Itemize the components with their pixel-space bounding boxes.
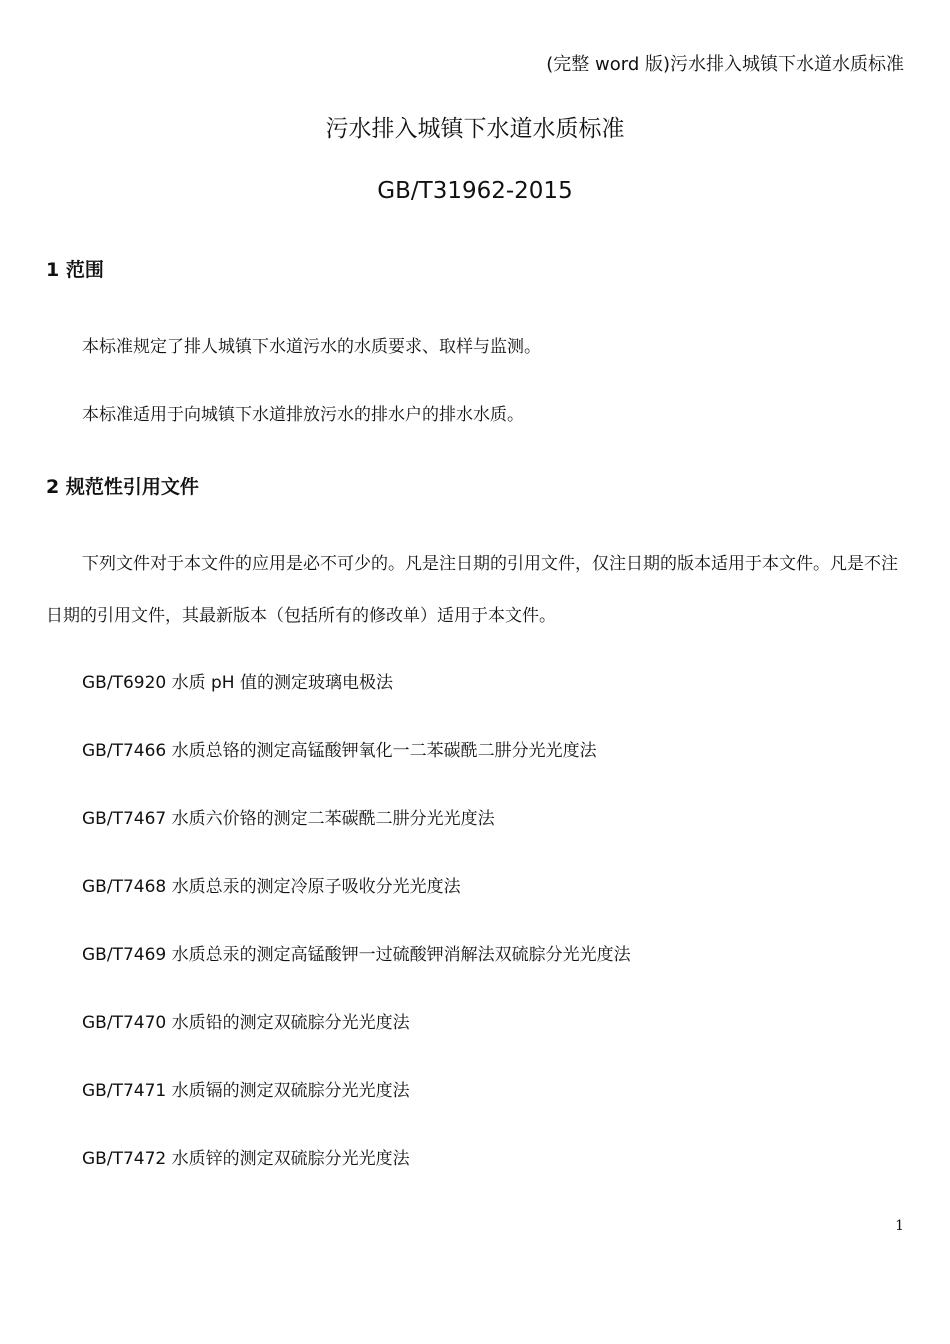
scope-paragraph-1: 本标准规定了排人城镇下水道污水的水质要求、取样与监测。 (82, 337, 541, 357)
reference-item: GB/T7469 水质总汞的测定高锰酸钾一过硫酸钾消解法双硫腙分光光度法 (82, 945, 631, 965)
document-title: 污水排入城镇下水道水质标准 (325, 116, 625, 142)
reference-item: GB/T7470 水质铅的测定双硫腙分光光度法 (82, 1013, 410, 1033)
page-number: 1 (895, 1218, 904, 1234)
reference-item: GB/T7468 水质总汞的测定冷原子吸收分光光度法 (82, 877, 461, 897)
scope-paragraph-2: 本标准适用于向城镇下水道排放污水的排水户的排水水质。 (82, 405, 524, 425)
reference-item: GB/T7466 水质总铬的测定高锰酸钾氧化一二苯碳酰二肼分光光度法 (82, 741, 597, 761)
references-intro-paragraph: 下列文件对于本文件的应用是必不可少的。凡是注日期的引用文件，仅注日期的版本适用于本文件。凡是不注日期的引用文件，其最新版本（包括所有的修改单）适用于本文件。 (46, 554, 898, 626)
section-heading-scope: 1 范围 (46, 259, 104, 281)
reference-item: GB/T7472 水质锌的测定双硫腙分光光度法 (82, 1149, 410, 1169)
section-heading-normative-references: 2 规范性引用文件 (46, 476, 199, 498)
reference-item: GB/T6920 水质 pH 值的测定玻璃电极法 (82, 673, 393, 693)
reference-item: GB/T7471 水质镉的测定双硫腙分光光度法 (82, 1081, 410, 1101)
header-note: (完整 word 版)污水排入城镇下水道水质标准 (546, 54, 904, 75)
reference-item: GB/T7467 水质六价铬的测定二苯碳酰二肼分光光度法 (82, 809, 495, 829)
standard-code: GB/T31962-2015 (377, 178, 573, 204)
